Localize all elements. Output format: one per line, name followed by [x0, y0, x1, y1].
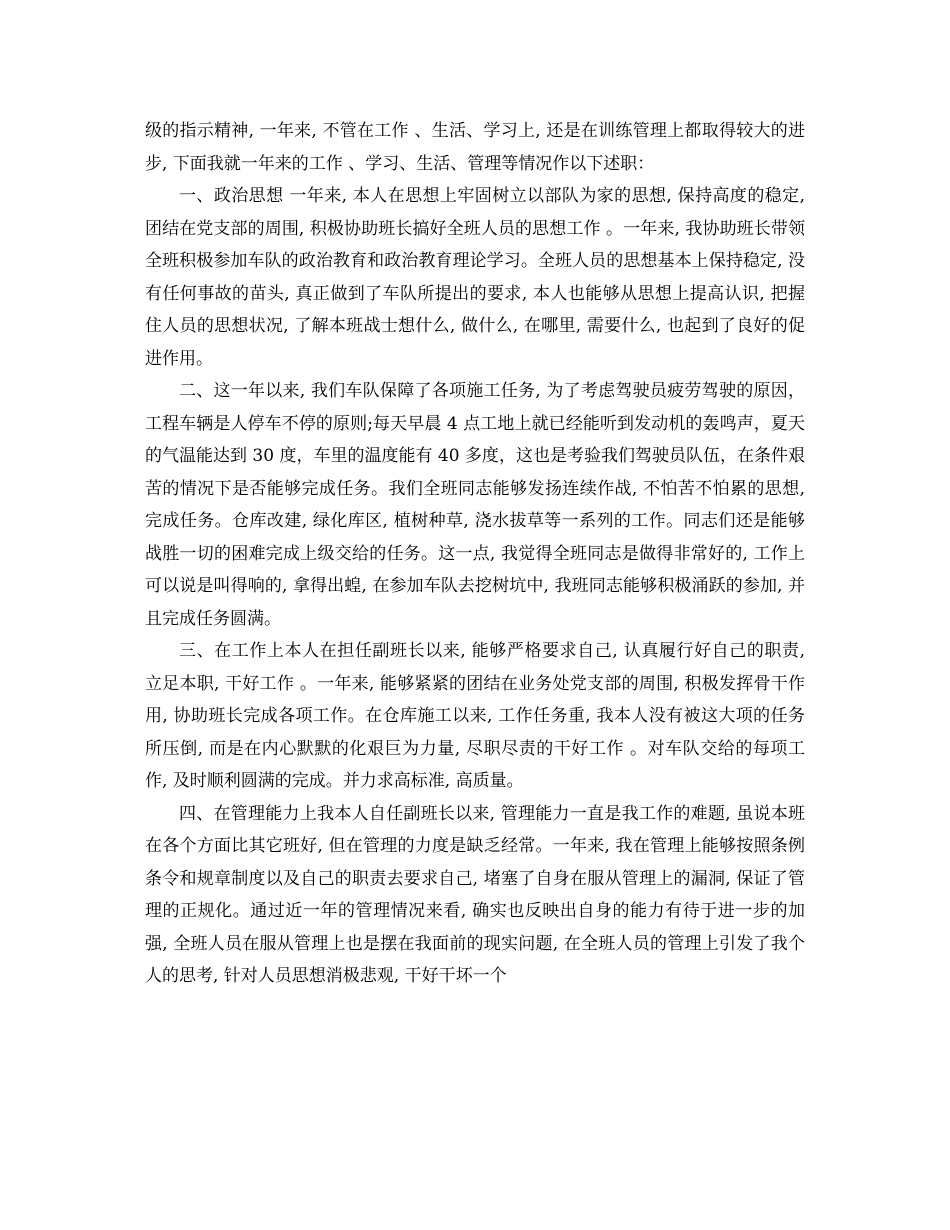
paragraph-political-thought: 一、政治思想 一年来, 本人在思想上牢固树立以部队为家的思想, 保持高度的稳定, 团结在党支部的周围, 积极协助班长搞好全班人员的思想工作 。一年来, 我协助班长带领全班积极参加车队的政治教育和政治教育理论学习。全班人员的思想基本上保持稳定, 没有任何事故的苗头, 真正做到了车队所提出的要求, 本人也能够从思想上提高认识, 把握住人员的思想状况, 了解本班战士想什么, 做什么, 在哪里, 需要什么, 也起到了良好的促进作用。	[145, 186, 805, 369]
paragraph-work-performance: 三、在工作上本人在担任副班长以来, 能够严格要求自己, 认真履行好自己的职责, 立足本职, 干好工作 。一年来, 能够紧紧的团结在业务处党支部的周围, 积极发挥骨干作用, 协助班长完成各项工作。在仓库施工以来, 工作任务重, 我本人没有被这大项的任务所压倒, 而是在内心默默的化艰巨为力量, 尽职尽责的干好工作 。对车队交给的每项工作, 及时顺利圆满的完成。并力求高标准, 高质量。	[145, 641, 805, 791]
paragraph-management-ability: 四、在管理能力上我本人自任副班长以来, 管理能力一直是我工作的难题, 虽说本班在各个方面比其它班好, 但在管理的力度是缺乏经常。一年来, 我在管理上能够按照条例条令和规章制度以及自己的职责去要求自己, 堵塞了自身在服从管理上的漏洞, 保证了管理的正规化。通过近一年的管理情况来看, 确实也反映出自身的能力有待于进一步的加强, 全班人员在服从管理上也是摆在我面前的现实问题, 在全班人员的管理上引发了我个人的思考, 针对人员思想消极悲观, 干好干坏一个	[145, 803, 805, 986]
document-page	[145, 115, 805, 993]
paragraph-construction-tasks: 二、这一年以来, 我们车队保障了各项施工任务, 为了考虑驾驶员疲劳驾驶的原因，工程车辆是人停车不停的原则;每天早晨 4 点工地上就已经能听到发动机的轰鸣声，夏天的气温能达到 30 度，车里的温度能有 40 多度，这也是考验我们驾驶员队伍，在条件艰苦的情况下是否能够完成任务。我们全班同志能够发扬连续作战, 不怕苦不怕累的思想, 完成任务。仓库改建, 绿化库区, 植树种草, 浇水拔草等一系列的工作。同志们还是能够战胜一切的困难完成上级交给的任务。这一点, 我觉得全班同志是做得非常好的, 工作上可以说是叫得响的, 拿得出蝗, 在参加车队去挖树坑中, 我班同志能够积极涌跃的参加, 并且完成任务圆满。	[145, 381, 805, 629]
paragraph-intro: 级的指示精神, 一年来, 不管在工作 、生活、学习上, 还是在训练管理上都取得较大的进步, 下面我就一年来的工作 、学习、生活、管理等情况作以下述职：	[145, 121, 805, 174]
